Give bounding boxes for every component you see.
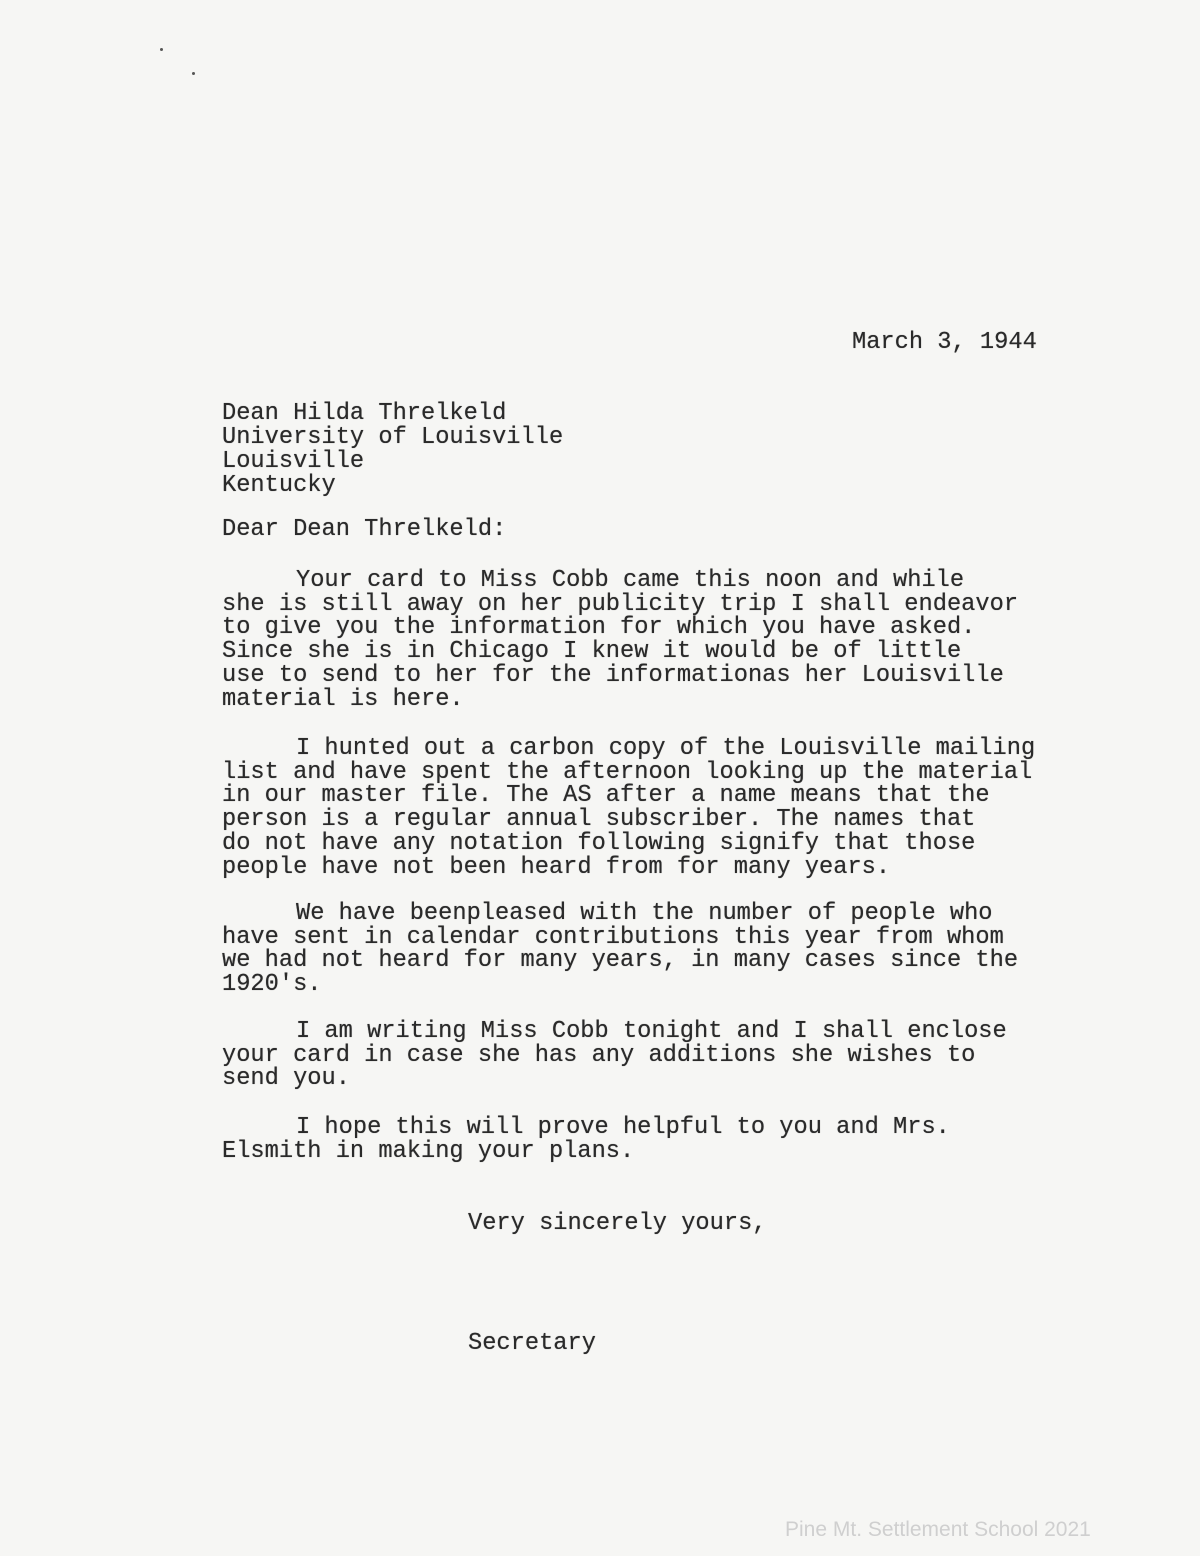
address-line: Louisville xyxy=(222,448,365,475)
paragraph-text: I hunted out a carbon copy of the Louisville mailing list and have spent the afternoon looking up the material in our master file. The AS after a name means that the person is a regular annual subscriber. The names that do not have any notation following signify that those people have not been heard from for many years. xyxy=(222,735,1036,881)
body-paragraph-5 xyxy=(222,1116,1042,1163)
address-line: Dean Hilda Threlkeld xyxy=(222,400,507,427)
watermark: Pine Mt. Settlement School 2021 xyxy=(785,1518,1091,1541)
body-paragraph-1 xyxy=(222,569,1042,711)
address-line: Kentucky xyxy=(222,472,336,499)
paragraph-text: I am writing Miss Cobb tonight and I shall enclose your card in case she has any additions she wishes to send you. xyxy=(222,1018,1007,1093)
address-line: University of Louisville xyxy=(222,424,564,451)
closing: Very sincerely yours, xyxy=(468,1210,767,1237)
ink-speck xyxy=(160,48,163,51)
ink-speck xyxy=(192,72,195,75)
body-paragraph-3 xyxy=(222,902,1042,997)
paragraph-text: Your card to Miss Cobb came this noon and while she is still away on her publicity trip I shall endeavor to give you the information for which you have asked. Since she is in Chicago I knew it would be of little use to send to her for the informationas her Louisville material is here. xyxy=(222,567,1019,713)
paragraph-text: We have beenpleased with the number of people who have sent in calendar contributions this year from whom we had not heard for many years, in many cases since the 1920's. xyxy=(222,900,1019,999)
paragraph-text: I hope this will prove helpful to you and Mrs. Elsmith in making your plans. xyxy=(222,1114,950,1165)
body-paragraph-2 xyxy=(222,737,1042,879)
salutation: Dear Dean Threlkeld: xyxy=(222,516,507,543)
body-paragraph-4 xyxy=(222,1020,1042,1091)
letter-date: March 3, 1944 xyxy=(852,329,1037,356)
signature-title: Secretary xyxy=(468,1330,596,1357)
